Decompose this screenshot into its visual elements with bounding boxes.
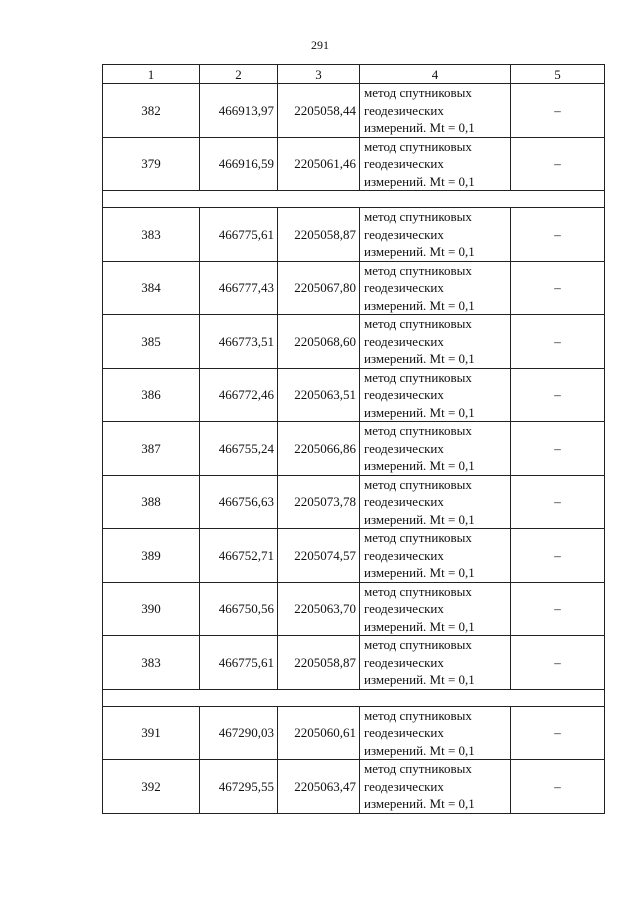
table-row [103, 475, 605, 529]
x-coordinate-cell: 466775,61 [200, 208, 278, 262]
method-cell [360, 137, 511, 191]
note-cell: – [511, 315, 605, 369]
y-coordinate-cell: 2205058,87 [278, 208, 360, 262]
method-line: измерений. Mt = 0,1 [364, 458, 475, 473]
x-coordinate-cell: 466772,46 [200, 368, 278, 422]
method-cell [360, 529, 511, 583]
y-coordinate-cell: 2205066,86 [278, 422, 360, 476]
point-number-cell: 383 [103, 208, 200, 262]
table-row [103, 529, 605, 583]
method-line: геодезических [364, 440, 444, 456]
note-cell: – [511, 582, 605, 636]
method-line: измерений. Mt = 0,1 [364, 796, 475, 811]
coordinates-table [102, 64, 605, 814]
note-cell: – [511, 760, 605, 814]
note-cell: – [511, 529, 605, 583]
point-number-cell: 384 [103, 261, 200, 315]
x-coordinate-cell: 466913,97 [200, 84, 278, 138]
method-line: метод спутниковых [364, 209, 472, 224]
method-line: геодезических [364, 280, 444, 295]
separator-cell [103, 689, 605, 706]
x-coordinate-cell: 466775,61 [200, 636, 278, 690]
method-cell [360, 582, 511, 636]
method-line: измерений. Mt = 0,1 [364, 173, 475, 189]
method-line: метод спутниковых [364, 761, 472, 776]
method-line: метод спутниковых [364, 530, 472, 545]
table-separator-row [103, 191, 605, 208]
header-cell-5: 5 [511, 65, 605, 84]
table-row [103, 582, 605, 636]
method-line: измерений. Mt = 0,1 [364, 565, 475, 580]
point-number-cell: 388 [103, 475, 200, 529]
table-separator-row [103, 689, 605, 706]
page-number: 291 [311, 38, 329, 52]
y-coordinate-cell: 2205061,46 [278, 137, 360, 191]
method-line: геодезических [364, 547, 444, 563]
point-number-cell: 382 [103, 84, 200, 138]
y-coordinate-cell: 2205063,47 [278, 760, 360, 814]
method-cell [360, 261, 511, 315]
y-coordinate-cell: 2205067,80 [278, 261, 360, 315]
method-line: измерений. Mt = 0,1 [364, 511, 475, 527]
point-number-cell: 391 [103, 706, 200, 760]
x-coordinate-cell: 466750,56 [200, 582, 278, 636]
point-number-cell: 379 [103, 137, 200, 191]
point-number-cell: 387 [103, 422, 200, 476]
method-line: метод спутниковых [364, 476, 472, 492]
table-row [103, 315, 605, 369]
note-cell: – [511, 261, 605, 315]
method-cell [360, 636, 511, 690]
method-line: геодезических [364, 333, 444, 349]
method-line: геодезических [364, 156, 444, 171]
point-number-cell: 383 [103, 636, 200, 690]
y-coordinate-cell: 2205073,78 [278, 475, 360, 529]
note-cell: – [511, 368, 605, 422]
y-coordinate-cell: 2205058,44 [278, 84, 360, 138]
method-cell [360, 760, 511, 814]
x-coordinate-cell: 466777,43 [200, 261, 278, 315]
method-line: метод спутниковых [364, 262, 472, 278]
table-row [103, 208, 605, 262]
method-line: измерений. Mt = 0,1 [364, 404, 475, 420]
point-number-cell: 386 [103, 368, 200, 422]
note-cell: – [511, 422, 605, 476]
table-row [103, 706, 605, 760]
table-row [103, 84, 605, 138]
separator-cell [103, 191, 605, 208]
method-line: метод спутниковых [364, 707, 472, 723]
header-cell-4: 4 [360, 65, 511, 84]
note-cell: – [511, 137, 605, 191]
method-line: метод спутниковых [364, 637, 472, 652]
method-cell [360, 315, 511, 369]
table-row [103, 137, 605, 191]
header-cell-3: 3 [278, 65, 360, 84]
x-coordinate-cell: 466916,59 [200, 137, 278, 191]
point-number-cell: 385 [103, 315, 200, 369]
method-line: геодезических [364, 226, 444, 242]
table-row [103, 760, 605, 814]
y-coordinate-cell: 2205074,57 [278, 529, 360, 583]
y-coordinate-cell: 2205063,51 [278, 368, 360, 422]
method-line: геодезических [364, 494, 444, 509]
x-coordinate-cell: 466756,63 [200, 475, 278, 529]
method-line: геодезических [364, 387, 444, 402]
y-coordinate-cell: 2205060,61 [278, 706, 360, 760]
note-cell: – [511, 636, 605, 690]
table-row [103, 368, 605, 422]
method-line: измерений. Mt = 0,1 [364, 351, 475, 366]
method-cell [360, 368, 511, 422]
method-line: метод спутниковых [364, 369, 472, 385]
method-line: измерений. Mt = 0,1 [364, 672, 475, 687]
note-cell: – [511, 475, 605, 529]
method-line: геодезических [364, 654, 444, 670]
note-cell: – [511, 208, 605, 262]
method-line: геодезических [364, 725, 444, 740]
method-line: измерений. Mt = 0,1 [364, 120, 475, 135]
method-line: метод спутниковых [364, 316, 472, 331]
method-line: геодезических [364, 601, 444, 616]
method-cell [360, 84, 511, 138]
x-coordinate-cell: 466755,24 [200, 422, 278, 476]
method-line: измерений. Mt = 0,1 [364, 244, 475, 259]
x-coordinate-cell: 466752,71 [200, 529, 278, 583]
header-cell-2: 2 [200, 65, 278, 84]
header-cell-1: 1 [103, 65, 200, 84]
point-number-cell: 392 [103, 760, 200, 814]
y-coordinate-cell: 2205058,87 [278, 636, 360, 690]
method-line: метод спутниковых [364, 583, 472, 599]
method-line: измерений. Mt = 0,1 [364, 618, 475, 634]
method-cell [360, 475, 511, 529]
table-row [103, 261, 605, 315]
method-cell [360, 422, 511, 476]
note-cell: – [511, 706, 605, 760]
method-line: измерений. Mt = 0,1 [364, 742, 475, 758]
point-number-cell: 389 [103, 529, 200, 583]
x-coordinate-cell: 467295,55 [200, 760, 278, 814]
method-cell [360, 706, 511, 760]
method-line: измерений. Mt = 0,1 [364, 297, 475, 313]
y-coordinate-cell: 2205068,60 [278, 315, 360, 369]
method-line: геодезических [364, 778, 444, 794]
table-row [103, 636, 605, 690]
point-number-cell: 390 [103, 582, 200, 636]
method-line: метод спутниковых [364, 423, 472, 438]
note-cell: – [511, 84, 605, 138]
method-line: геодезических [364, 102, 444, 118]
x-coordinate-cell: 467290,03 [200, 706, 278, 760]
method-cell [360, 208, 511, 262]
y-coordinate-cell: 2205063,70 [278, 582, 360, 636]
table-row [103, 422, 605, 476]
table-body [103, 65, 605, 814]
x-coordinate-cell: 466773,51 [200, 315, 278, 369]
method-line: метод спутниковых [364, 85, 472, 100]
method-line: метод спутниковых [364, 138, 472, 154]
table-header-row [103, 65, 605, 84]
